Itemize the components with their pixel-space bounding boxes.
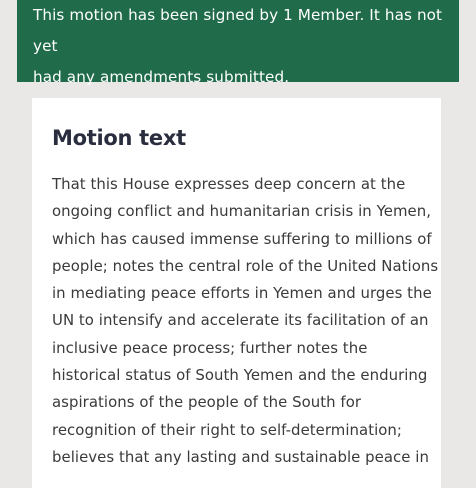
status-message [33,0,443,93]
motion-text-card [32,98,441,488]
motion-text-line: in mediating peace efforts in Yemen and urges the [52,284,432,303]
motion-text-heading: Motion text [52,126,186,150]
motion-text-line: which has caused immense suffering to millions of [52,229,432,248]
motion-text-line: historical status of South Yemen and the enduring [52,366,428,385]
motion-text-line: aspirations of the people of the South for [52,393,362,412]
motion-text-body [52,171,439,471]
motion-text-line: people; notes the central role of the United Nations [52,256,439,275]
motion-text-line: That this House expresses deep concern at the [52,175,406,193]
motion-text-line: believes that any lasting and sustainable peace in [52,447,429,466]
status-message-line-2: had any amendments submitted. [33,68,290,86]
motion-text-line: ongoing conflict and humanitarian crisis in Yemen, [52,202,431,221]
motion-text-line: recognition of their right to self-determination; [52,420,402,439]
status-banner [17,0,459,86]
motion-text-line: inclusive peace process; further notes the [52,338,368,357]
motion-text-line: UN to intensify and accelerate its facilitation of an [52,311,429,330]
status-message-line-1: This motion has been signed by 1 Member. It has not yet [33,6,443,55]
